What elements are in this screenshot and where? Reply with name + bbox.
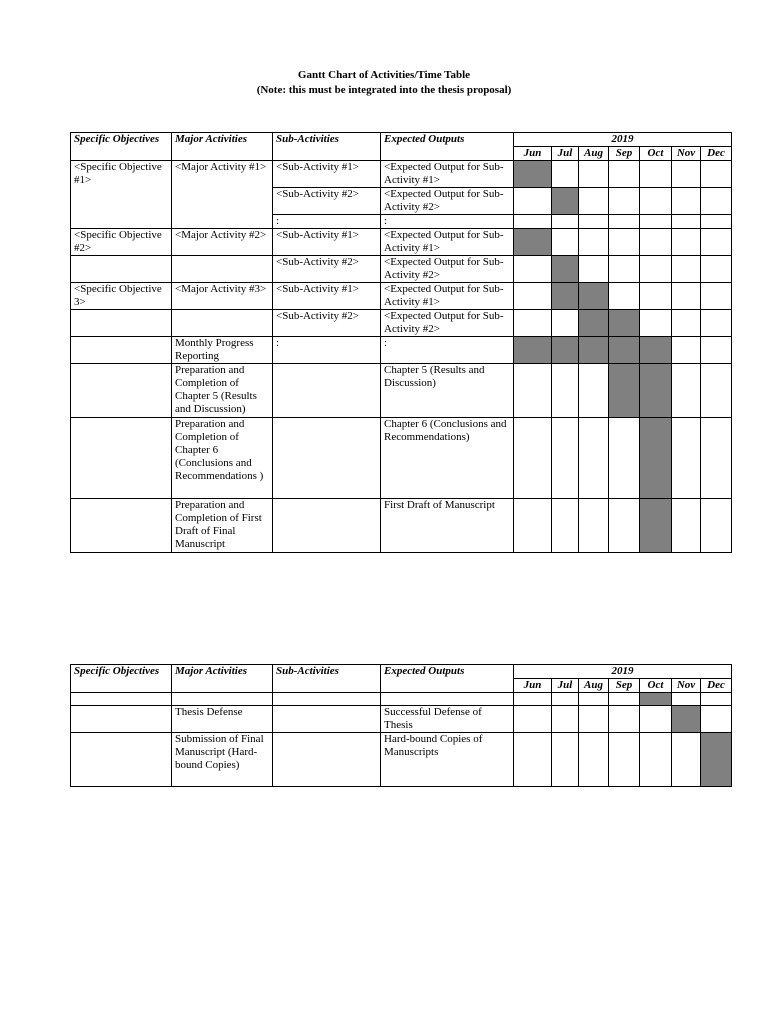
month-cell xyxy=(609,283,640,310)
sub-activity-cell xyxy=(273,364,381,418)
month-cell xyxy=(701,364,732,418)
expected-output-cell: <Expected Output for Sub-Activity #2> xyxy=(381,188,514,215)
table-row xyxy=(71,693,732,706)
month-cell xyxy=(514,499,552,553)
month-cell xyxy=(552,188,579,215)
month-cell xyxy=(552,693,579,706)
month-cell xyxy=(609,733,640,787)
table-row xyxy=(71,364,732,418)
month-cell xyxy=(609,188,640,215)
month-cell xyxy=(552,283,579,310)
month-cell xyxy=(514,706,552,733)
header-month-aug: Aug xyxy=(579,147,609,161)
expected-output-cell: <Expected Output for Sub-Activity #1> xyxy=(381,283,514,310)
month-cell xyxy=(514,188,552,215)
header-month-dec: Dec xyxy=(701,679,732,693)
month-cell xyxy=(672,229,701,256)
month-cell xyxy=(701,310,732,337)
month-cell xyxy=(640,215,672,229)
month-cell xyxy=(672,310,701,337)
gantt-table-1 xyxy=(70,132,732,553)
month-cell xyxy=(609,229,640,256)
month-cell xyxy=(672,693,701,706)
month-cell xyxy=(701,215,732,229)
expected-output-cell: Hard-bound Copies of Manuscripts xyxy=(381,733,514,787)
expected-output-cell xyxy=(381,693,514,706)
table-row xyxy=(71,256,732,283)
activity-cell: Preparation and Completion of Chapter 6 (Conclusions and Recommendations ) xyxy=(172,418,273,499)
month-cell xyxy=(672,418,701,499)
month-cell xyxy=(672,499,701,553)
table-row xyxy=(71,706,732,733)
activity-cell: Preparation and Completion of Chapter 5 (Results and Discussion) xyxy=(172,364,273,418)
month-cell xyxy=(672,337,701,364)
header-year: 2019 xyxy=(514,665,732,679)
activity-cell: Monthly Progress Reporting xyxy=(172,337,273,364)
month-cell xyxy=(579,310,609,337)
table-row xyxy=(71,418,732,499)
activity-cell: <Major Activity #3> xyxy=(172,283,273,310)
header-month-nov: Nov xyxy=(672,679,701,693)
month-cell xyxy=(640,283,672,310)
expected-output-cell: First Draft of Manuscript xyxy=(381,499,514,553)
header-month-dec: Dec xyxy=(701,147,732,161)
expected-output-cell: <Expected Output for Sub-Activity #2> xyxy=(381,310,514,337)
month-cell xyxy=(552,706,579,733)
month-cell xyxy=(640,188,672,215)
activity-cell xyxy=(172,310,273,337)
month-cell xyxy=(514,229,552,256)
month-cell xyxy=(609,499,640,553)
sub-activity-cell: <Sub-Activity #2> xyxy=(273,256,381,283)
month-cell xyxy=(609,337,640,364)
sub-activity-cell: <Sub-Activity #1> xyxy=(273,283,381,310)
month-cell xyxy=(609,161,640,188)
month-cell xyxy=(552,418,579,499)
month-cell xyxy=(552,256,579,283)
month-cell xyxy=(609,706,640,733)
expected-output-cell: Chapter 6 (Conclusions and Recommendations) xyxy=(381,418,514,499)
table-row xyxy=(71,337,732,364)
header-month-jul: Jul xyxy=(552,679,579,693)
table-row xyxy=(71,229,732,256)
header-month-jun: Jun xyxy=(514,679,552,693)
month-cell xyxy=(552,364,579,418)
activity-cell xyxy=(172,693,273,706)
header-month-jun: Jun xyxy=(514,147,552,161)
month-cell xyxy=(514,337,552,364)
sub-activity-cell xyxy=(273,418,381,499)
header-month-jul: Jul xyxy=(552,147,579,161)
month-cell xyxy=(579,256,609,283)
header-sub-activities: Sub-Activities xyxy=(273,665,381,693)
expected-output-cell: <Expected Output for Sub-Activity #1> xyxy=(381,161,514,188)
activity-cell: Submission of Final Manuscript (Hard-bound Copies) xyxy=(172,733,273,787)
month-cell xyxy=(514,733,552,787)
month-cell xyxy=(640,706,672,733)
month-cell xyxy=(672,256,701,283)
month-cell xyxy=(701,188,732,215)
month-cell xyxy=(640,733,672,787)
table-row xyxy=(71,733,732,787)
title-line-2: (Note: this must be integrated into the thesis proposal) xyxy=(256,84,512,96)
month-cell xyxy=(672,283,701,310)
month-cell xyxy=(640,229,672,256)
month-cell xyxy=(701,229,732,256)
gantt-table-2 xyxy=(70,664,732,787)
header-month-sep: Sep xyxy=(609,147,640,161)
month-cell xyxy=(552,161,579,188)
objective-cell xyxy=(71,693,172,706)
title-line-1: Gantt Chart of Activities/Time Table xyxy=(297,69,471,81)
sub-activity-cell: : xyxy=(273,337,381,364)
header-expected-outputs: Expected Outputs xyxy=(381,665,514,693)
header-month-aug: Aug xyxy=(579,679,609,693)
month-cell xyxy=(514,283,552,310)
activity-cell: <Major Activity #1> xyxy=(172,161,273,229)
objective-cell xyxy=(71,418,172,499)
month-cell xyxy=(640,161,672,188)
header-sub-activities: Sub-Activities xyxy=(273,133,381,161)
activity-cell xyxy=(172,256,273,283)
month-cell xyxy=(579,693,609,706)
month-cell xyxy=(514,693,552,706)
header-major-activities: Major Activities xyxy=(172,665,273,693)
month-cell xyxy=(514,215,552,229)
month-cell xyxy=(552,215,579,229)
objective-cell xyxy=(71,256,172,283)
month-cell xyxy=(579,499,609,553)
month-cell xyxy=(579,215,609,229)
sub-activity-cell: <Sub-Activity #2> xyxy=(273,310,381,337)
month-cell xyxy=(672,364,701,418)
month-cell xyxy=(672,215,701,229)
month-cell xyxy=(609,310,640,337)
expected-output-cell: <Expected Output for Sub-Activity #1> xyxy=(381,229,514,256)
objective-cell xyxy=(71,310,172,337)
month-cell xyxy=(609,256,640,283)
month-cell xyxy=(640,256,672,283)
objective-cell: <Specific Objective 3> xyxy=(71,283,172,310)
expected-output-cell: Chapter 5 (Results and Discussion) xyxy=(381,364,514,418)
month-cell xyxy=(701,418,732,499)
month-cell xyxy=(579,161,609,188)
expected-output-cell: Successful Defense of Thesis xyxy=(381,706,514,733)
header-month-oct: Oct xyxy=(640,147,672,161)
expected-output-cell: <Expected Output for Sub-Activity #2> xyxy=(381,256,514,283)
month-cell xyxy=(640,418,672,499)
objective-cell: <Specific Objective #2> xyxy=(71,229,172,256)
month-cell xyxy=(579,283,609,310)
header-specific-objectives: Specific Objectives xyxy=(71,133,172,161)
month-cell xyxy=(552,733,579,787)
expected-output-cell: : xyxy=(381,337,514,364)
header-month-sep: Sep xyxy=(609,679,640,693)
month-cell xyxy=(579,418,609,499)
month-cell xyxy=(640,337,672,364)
month-cell xyxy=(640,693,672,706)
month-cell xyxy=(609,364,640,418)
table-row xyxy=(71,283,732,310)
header-major-activities: Major Activities xyxy=(172,133,273,161)
sub-activity-cell: <Sub-Activity #2> xyxy=(273,188,381,215)
month-cell xyxy=(514,161,552,188)
sub-activity-cell xyxy=(273,733,381,787)
header-expected-outputs: Expected Outputs xyxy=(381,133,514,161)
objective-cell xyxy=(71,499,172,553)
month-cell xyxy=(640,310,672,337)
month-cell xyxy=(579,364,609,418)
month-cell xyxy=(514,310,552,337)
table-row xyxy=(71,310,732,337)
objective-cell xyxy=(71,706,172,733)
objective-cell xyxy=(71,733,172,787)
month-cell xyxy=(701,693,732,706)
month-cell xyxy=(672,733,701,787)
objective-cell xyxy=(71,337,172,364)
sub-activity-cell: <Sub-Activity #1> xyxy=(273,161,381,188)
header-month-nov: Nov xyxy=(672,147,701,161)
sub-activity-cell xyxy=(273,693,381,706)
sub-activity-cell: <Sub-Activity #1> xyxy=(273,229,381,256)
month-cell xyxy=(701,337,732,364)
month-cell xyxy=(640,499,672,553)
month-cell xyxy=(701,706,732,733)
table-row xyxy=(71,161,732,188)
header-specific-objectives: Specific Objectives xyxy=(71,665,172,693)
sub-activity-cell xyxy=(273,706,381,733)
month-cell xyxy=(672,706,701,733)
month-cell xyxy=(609,418,640,499)
month-cell xyxy=(552,310,579,337)
month-cell xyxy=(579,706,609,733)
document-title xyxy=(0,68,768,98)
month-cell xyxy=(672,161,701,188)
table-row xyxy=(71,499,732,553)
month-cell xyxy=(514,364,552,418)
sub-activity-cell xyxy=(273,499,381,553)
month-cell xyxy=(579,229,609,256)
month-cell xyxy=(552,499,579,553)
month-cell xyxy=(552,229,579,256)
header-year: 2019 xyxy=(514,133,732,147)
month-cell xyxy=(640,364,672,418)
month-cell xyxy=(514,418,552,499)
activity-cell: Preparation and Completion of First Draft of Final Manuscript xyxy=(172,499,273,553)
month-cell xyxy=(552,337,579,364)
month-cell xyxy=(579,733,609,787)
month-cell xyxy=(514,256,552,283)
activity-cell: Thesis Defense xyxy=(172,706,273,733)
month-cell xyxy=(579,188,609,215)
month-cell xyxy=(701,499,732,553)
objective-cell xyxy=(71,364,172,418)
month-cell xyxy=(579,337,609,364)
objective-cell: <Specific Objective #1> xyxy=(71,161,172,229)
month-cell xyxy=(701,256,732,283)
month-cell xyxy=(701,283,732,310)
month-cell xyxy=(701,161,732,188)
month-cell xyxy=(701,733,732,787)
month-cell xyxy=(672,188,701,215)
month-cell xyxy=(609,215,640,229)
header-month-oct: Oct xyxy=(640,679,672,693)
activity-cell: <Major Activity #2> xyxy=(172,229,273,256)
sub-activity-cell: : xyxy=(273,215,381,229)
expected-output-cell: : xyxy=(381,215,514,229)
month-cell xyxy=(609,693,640,706)
